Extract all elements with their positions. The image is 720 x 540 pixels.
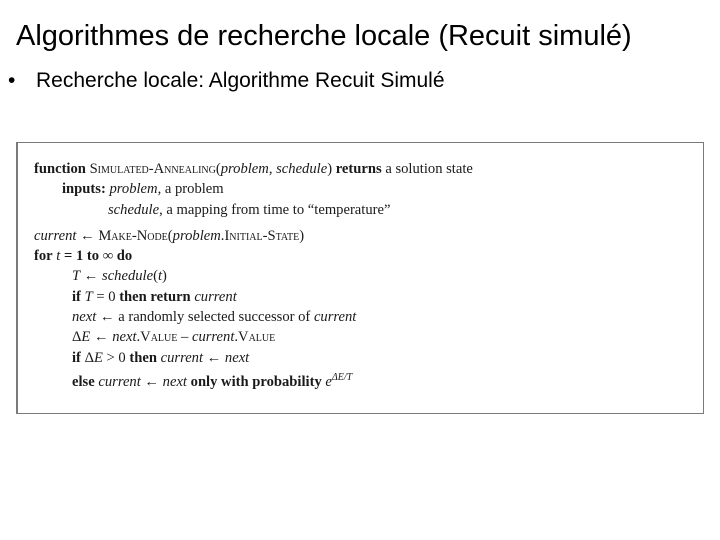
assign-arrow: ← [80,268,103,285]
keyword-then: then [129,349,157,366]
paren-open: ( [167,227,173,244]
dot: . [220,227,225,244]
keyword-do: do [116,248,133,265]
keyword-returns: returns [335,161,382,177]
var-current: current [191,329,235,346]
param-problem: problem [220,161,269,177]
return-current: current [194,288,237,305]
bullet-item [6,66,445,96]
exp-power: ΔE/T [331,371,353,383]
loop-range: = 1 to ∞ [60,248,117,265]
paren-close: ) [162,268,167,285]
input-schedule-desc: , a mapping from time to “temperature” [159,201,391,218]
code-line-delta [34,327,473,347]
code-line-schedule-input [34,200,473,220]
keyword-then-return: then return [119,288,191,305]
var-T: T [72,268,81,285]
var-E: E [93,349,103,366]
var-next: next [224,349,250,366]
minus: – [177,329,192,346]
code-line-if-positive [34,348,473,368]
code-line-init [34,226,473,246]
assign-arrow: ← [96,309,119,326]
field-value: Value [238,329,276,346]
keyword-for: for [34,248,53,265]
var-T: T [84,288,93,305]
code-line-temperature [34,266,473,286]
code-line-inputs [34,179,473,199]
successor-desc: a randomly selected successor of [118,309,314,326]
arg-current: current [313,309,357,326]
keyword-else: else [72,373,95,390]
comma: , [268,161,277,177]
assign-arrow: ← [90,329,113,346]
bullet-marker: • [8,69,16,92]
bullet-text: Recherche locale: Algorithme Recuit Simulé [36,69,445,92]
var-next: next [112,329,137,346]
slide-title: Algorithmes de recherche locale (Recuit simulé) [16,20,632,52]
fn-schedule: schedule [102,268,154,285]
input-problem-desc: , a problem [157,181,224,198]
keyword-if: if [72,349,81,366]
var-next: next [162,373,187,390]
return-desc: a solution state [385,161,473,177]
field-initial-state: Initial-State [224,227,300,244]
dot: . [136,329,141,346]
field-value: Value [140,329,178,346]
assign-arrow: ← [140,373,163,390]
pseudocode [34,159,473,388]
assign-arrow: ← [76,227,99,244]
keyword-inputs: inputs: [62,181,106,198]
keyword-function: function [34,161,86,177]
code-line-function-header [34,159,473,179]
code-line-next [34,307,473,327]
delta-symbol: Δ [84,349,94,366]
fn-make-node: Make-Node [98,227,168,244]
arg-t: t [157,268,163,285]
var-next: next [72,309,97,326]
condition: > 0 [102,349,130,366]
exp-base: e [325,373,332,390]
assign-arrow: ← [203,349,225,366]
input-schedule: schedule [108,201,160,218]
code-line-for [34,246,473,266]
var-t: t [56,248,61,265]
var-current: current [34,227,77,244]
keyword-only-with-probability: only with probability [190,373,322,390]
delta-symbol: Δ [72,329,82,346]
var-E: E [81,329,91,346]
paren-open: ( [153,268,158,285]
code-line-else [34,368,473,388]
param-schedule: schedule [276,161,328,177]
input-problem: problem [109,181,158,198]
arg-problem: problem [172,227,221,244]
paren-close: ) [299,227,305,244]
var-current: current [98,373,141,390]
dot: . [234,329,239,346]
condition: = 0 [92,288,120,305]
keyword-if: if [72,288,81,305]
paren-close: ) [327,161,333,177]
var-current: current [160,349,204,366]
code-line-if-zero [34,287,473,307]
function-name: Simulated-Annealing [89,161,216,177]
algorithm-figure [16,142,704,414]
paren-open: ( [215,161,221,177]
